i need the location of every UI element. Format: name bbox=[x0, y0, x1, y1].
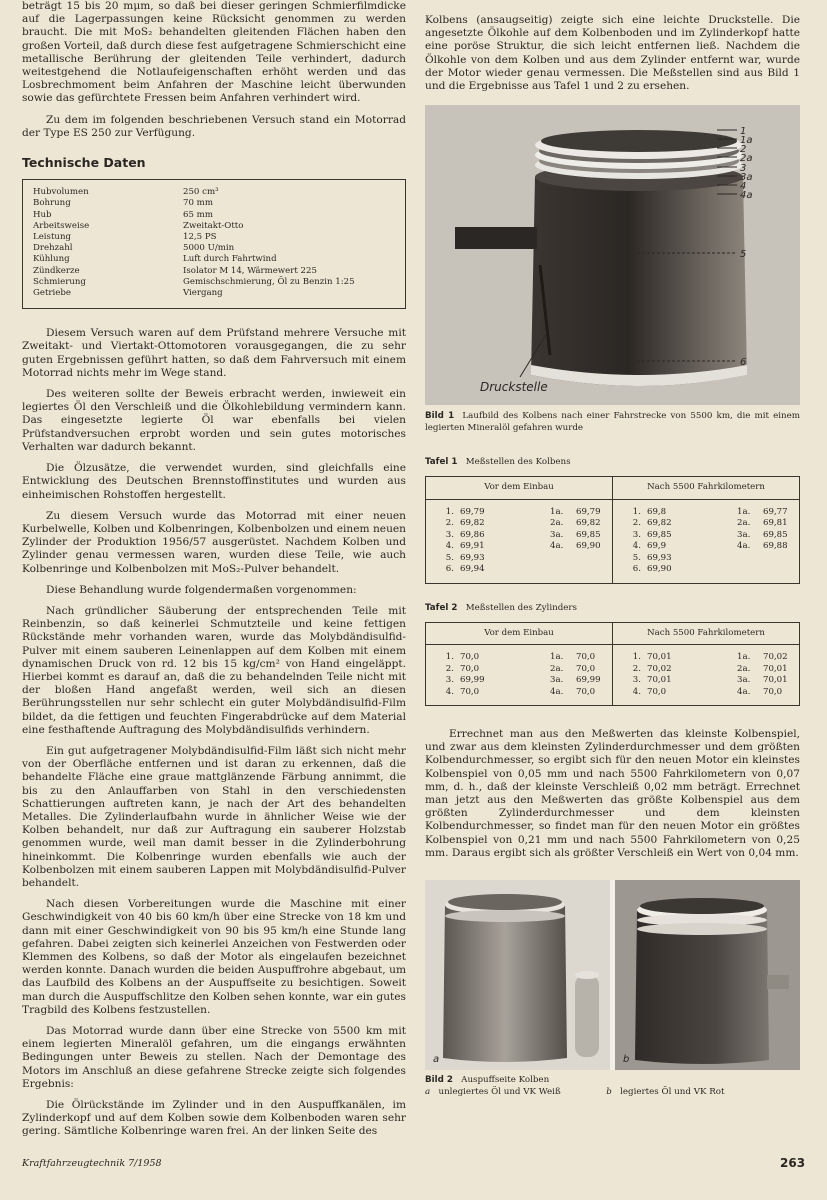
measurement-cell bbox=[550, 553, 604, 565]
paragraph: Das Motorrad wurde dann über eine Strecke von 5500 km mit einem legierten Mineralöl gefahren, um die eingangs erwähnten Bedingungen unter Beweis zu stellen. Nach der Demontage des Motors im Anschluß an diese gefahrene Strecke zeigte sich folgendes Ergebnis: bbox=[22, 1025, 406, 1090]
spec-value: 5000 U/min bbox=[183, 243, 235, 254]
measure-label: 4 bbox=[740, 181, 747, 193]
measurement-cell bbox=[737, 664, 791, 676]
measurement-value: 69,88 bbox=[763, 541, 788, 552]
paragraph: Die Ölrückstände im Zylinder und in den Auspuffkanälen, im Zylinderkopf und auf dem Kolben sowie dem Kolbenboden waren sehr gering. Sämtliche Kolbenringe waren frei. An der linken Seite des bbox=[22, 1099, 406, 1138]
measurement-value: 70,02 bbox=[647, 663, 672, 674]
caption-label: Bild 2 bbox=[425, 1075, 453, 1086]
measurement-point: 1. bbox=[632, 506, 641, 517]
measure-label: 3a bbox=[740, 172, 753, 184]
figure-2-caption bbox=[425, 1075, 800, 1098]
spec-key: Kühlung bbox=[33, 254, 70, 265]
journal-title: Kraftfahrzeugtechnik 7/1958 bbox=[22, 1158, 162, 1169]
measurement-cell bbox=[737, 507, 791, 519]
measurement-value: 70,01 bbox=[763, 663, 788, 674]
spacer bbox=[498, 541, 550, 553]
measurement-cell bbox=[550, 541, 604, 553]
measurement-cell bbox=[737, 652, 791, 664]
body-paragraphs bbox=[22, 327, 406, 1138]
measurement-value: 70,0 bbox=[460, 652, 480, 663]
paragraph: Diese Behandlung wurde folgendermaßen vorgenommen: bbox=[46, 583, 357, 596]
measurement-point: 1a. bbox=[550, 652, 564, 663]
measurement-point: 4. bbox=[445, 541, 454, 552]
measure-label: 2a bbox=[740, 153, 753, 165]
measurement-point: 5. bbox=[632, 552, 641, 563]
measure-label: 3 bbox=[740, 163, 747, 175]
spec-row bbox=[33, 210, 395, 221]
measurement-value: 69,86 bbox=[460, 529, 485, 540]
measurement-point: 3. bbox=[445, 529, 454, 540]
measurement-point: 2a. bbox=[737, 663, 751, 674]
measurement-cell bbox=[434, 675, 498, 687]
measurement-cell bbox=[550, 652, 604, 664]
measurement-value: 69,8 bbox=[647, 506, 667, 517]
measurement-cell bbox=[621, 541, 685, 553]
measurement-cell bbox=[434, 664, 498, 676]
column-header: Nach 5500 Fahrkilometern bbox=[613, 622, 800, 644]
measurement-value: 70,01 bbox=[763, 675, 788, 686]
piston-illustration bbox=[425, 105, 800, 405]
figure-2-piston-photos bbox=[425, 880, 800, 1070]
measurement-point: 3. bbox=[445, 675, 454, 686]
measurement-point: 2. bbox=[632, 518, 641, 529]
measurement-point: 4a. bbox=[737, 686, 751, 697]
measurement-grid bbox=[613, 507, 799, 576]
measurement-value: 70,0 bbox=[576, 652, 596, 663]
spacer bbox=[685, 553, 737, 565]
measurement-cell bbox=[621, 675, 685, 687]
figure-1-caption bbox=[425, 411, 800, 434]
measurement-cell bbox=[621, 687, 685, 699]
spacer bbox=[685, 530, 737, 542]
spec-key: Getriebe bbox=[33, 288, 71, 299]
measurement-point: 6. bbox=[632, 564, 641, 575]
caption-key: b bbox=[606, 1086, 612, 1097]
measurement-value: 69,99 bbox=[460, 675, 485, 686]
table-label: Tafel 1 bbox=[425, 457, 458, 468]
measurement-cell bbox=[434, 687, 498, 699]
measurement-value: 69,82 bbox=[460, 518, 485, 529]
measurement-value: 69,91 bbox=[460, 541, 485, 552]
caption-key: a bbox=[425, 1086, 431, 1097]
measurement-value: 69,94 bbox=[460, 564, 485, 575]
spacer bbox=[498, 687, 550, 699]
spec-key: Zündkerze bbox=[33, 265, 80, 276]
measurement-cell bbox=[737, 687, 791, 699]
table-label: Tafel 2 bbox=[425, 602, 458, 613]
paragraph: Des weiteren sollte der Beweis erbracht werden, inwieweit ein legiertes Öl den Verschleiß und die Ölkohlebildung vermindern kann. Das eingesetzte legierte Öl war ebenfalls bei vielen Prüfstandversuchen erprobt worden und sein gutes motorisches Verhalten war dadurch bekannt. bbox=[22, 388, 406, 453]
spacer bbox=[498, 518, 550, 530]
column-header: Vor dem Einbau bbox=[426, 477, 613, 499]
measurement-value: 70,0 bbox=[576, 686, 596, 697]
measurement-point: 2. bbox=[445, 663, 454, 674]
measurement-cell bbox=[550, 675, 604, 687]
measurement-cell bbox=[621, 564, 685, 576]
measurement-point: 4. bbox=[445, 686, 454, 697]
measurement-point: 3. bbox=[632, 529, 641, 540]
measurement-value: 69,85 bbox=[576, 529, 601, 540]
measurement-value: 69,77 bbox=[763, 506, 788, 517]
measurement-cell bbox=[737, 541, 791, 553]
spacer bbox=[498, 675, 550, 687]
spec-key: Bohrung bbox=[33, 198, 71, 209]
spec-row bbox=[33, 288, 395, 299]
measurement-point: 4. bbox=[632, 686, 641, 697]
column-header: Vor dem Einbau bbox=[426, 622, 613, 644]
spec-value: 70 mm bbox=[183, 198, 213, 209]
measurement-value: 70,02 bbox=[763, 652, 788, 663]
measurement-value: 69,99 bbox=[576, 675, 601, 686]
spacer bbox=[685, 652, 737, 664]
measurement-value: 69,85 bbox=[647, 529, 672, 540]
measurement-cell bbox=[434, 518, 498, 530]
measure-label: 1a bbox=[740, 135, 753, 147]
spacer bbox=[498, 652, 550, 664]
measurement-value: 69,85 bbox=[763, 529, 788, 540]
spacer bbox=[498, 664, 550, 676]
measurement-value: 70,0 bbox=[460, 663, 480, 674]
spec-key: Arbeitsweise bbox=[33, 220, 90, 231]
measurement-point: 1. bbox=[632, 652, 641, 663]
measurement-point: 4. bbox=[632, 541, 641, 552]
paragraph: Kolbens (ansaugseitig) zeigte sich eine leichte Druckstelle. Die angesetzte Ölkohle auf dem Kolbenboden und im Zylinderkopf hatte eine poröse Struktur, die sich leicht entfernen ließ. Nachdem die Ölkohle von dem Kolben und aus dem Zylinder entfernt war, wurde der Motor wieder genau vermessen. Die Meßstellen sind aus Bild 1 und die Ergebnisse aus Tafel 1 und 2 zu ersehen. bbox=[425, 14, 800, 93]
right-column bbox=[425, 14, 800, 1098]
measurement-point: 1a. bbox=[550, 506, 564, 517]
measure-label: 6 bbox=[740, 357, 747, 369]
measurement-value: 69,93 bbox=[647, 552, 672, 563]
measurement-cell bbox=[621, 518, 685, 530]
measurement-value: 69,9 bbox=[647, 541, 667, 552]
table-title: Meßstellen des Kolbens bbox=[465, 457, 571, 468]
caption-a: unlegiertes Öl und VK Weiß bbox=[438, 1086, 561, 1097]
spec-row bbox=[33, 277, 395, 288]
measurement-value: 70,0 bbox=[460, 686, 480, 697]
caption-title: Auspuffseite Kolben bbox=[461, 1075, 550, 1086]
measurement-point: 3a. bbox=[737, 529, 751, 540]
caption-label: Bild 1 bbox=[425, 411, 455, 422]
measurement-point: 2. bbox=[445, 518, 454, 529]
spec-key: Hub bbox=[33, 209, 52, 220]
spec-row bbox=[33, 232, 395, 243]
measurement-cell bbox=[621, 507, 685, 519]
measurement-cell bbox=[434, 507, 498, 519]
measurement-cell bbox=[737, 564, 791, 576]
measurement-point: 4a. bbox=[737, 541, 751, 552]
spec-value: 250 cm³ bbox=[183, 187, 219, 198]
measurement-cell bbox=[621, 530, 685, 542]
measurement-value: 69,79 bbox=[576, 506, 601, 517]
figure-1-piston-photo bbox=[425, 105, 800, 405]
pistons-illustration bbox=[425, 880, 800, 1070]
table-1-title bbox=[425, 456, 800, 469]
measurement-point: 4a. bbox=[550, 686, 564, 697]
measurement-cell bbox=[621, 553, 685, 565]
paragraph: Nach gründlicher Säuberung der entsprechenden Teile mit Reinbenzin, so daß keinerlei Schmutzteile und keine fettigen Rückstände mehr vorhanden waren, wurde das Molybdändisulfid-Pulver mit einem sauberen Leinenlappen auf dem Kolben mit einem dynamischen Druck von rd. 12 bis 15 kg/cm² von Hand eingeläppt. Hierbei kommt es darauf an, daß die zu behandelnden Teile nicht mit der bloßen Hand angefaßt werden, weil sich an diesen Berührungsstellen nur sehr schlecht ein guter Molybdändisulfid-Film bildet, da die fettigen und feuchten Fingerabdrücke auf dem Material eine festhaftende Auftragung des Molybdändisulfids verhindern. bbox=[22, 604, 406, 736]
druckstelle-label: Druckstelle bbox=[480, 380, 548, 395]
spacer bbox=[685, 518, 737, 530]
paragraph: Zu diesem Versuch wurde das Motorrad mit einer neuen Kurbelwelle, Kolben und Kolbenringen, Kolbenbolzen und einem neuen Zylinder der Produktion 1956/57 ausgerüstet. Nachdem Kolben und Zylinder genau vermessen waren, wurden diese Teile, wie auch Kolbenringe und Kolbenbolzen mit MoS₂-Pulver behandelt. bbox=[22, 509, 406, 575]
measurement-value: 69,82 bbox=[647, 518, 672, 529]
measurement-point: 5. bbox=[445, 552, 454, 563]
measurement-point: 1a. bbox=[737, 506, 751, 517]
spacer bbox=[498, 530, 550, 542]
measurement-cell bbox=[621, 652, 685, 664]
spec-value: Zweitakt-Otto bbox=[183, 220, 244, 231]
spec-row bbox=[33, 187, 395, 198]
measurement-point: 3. bbox=[632, 675, 641, 686]
spacer bbox=[498, 553, 550, 565]
measure-label: 1 bbox=[740, 126, 747, 138]
measurement-cell bbox=[434, 564, 498, 576]
measurement-grid bbox=[426, 652, 612, 698]
spacer bbox=[498, 507, 550, 519]
spec-table bbox=[22, 179, 406, 309]
measurement-value: 70,0 bbox=[763, 686, 783, 697]
spec-key: Schmierung bbox=[33, 276, 86, 287]
spacer bbox=[685, 541, 737, 553]
page-number: 263 bbox=[780, 1156, 806, 1170]
measurement-value: 69,90 bbox=[647, 564, 672, 575]
paragraph: Ein gut aufgetragener Molybdändisulfid-Film läßt sich nicht mehr von der Oberfläche entfernen und ist daran zu erkennen, daß die behandelte Fläche eine graue mattglänzende Färbung annimmt, die bis zu den Anlauffarben von Stahl in den verschiedensten Schattierungen auftreten kann, je nach der Art des behandelten Metalles. Die Zylinderlaufbahn wurde in ähnlicher Weise wie der Kolben behandelt, nur daß zur Auftragung ein sauberer Holzstab genommen wurde, weil man damit besser in die Zylinderbohrung hineinkommt. Die Kolbenringe wurden ebenfalls wie auch der Kolbenbolzen mit einem sauberen Lappen mit Molybdändisulfid-Pulver behandelt. bbox=[22, 744, 406, 889]
column-header: Nach 5500 Fahrkilometern bbox=[613, 477, 800, 499]
spec-row bbox=[33, 221, 395, 232]
spacer bbox=[685, 675, 737, 687]
table-1-piston-measurements bbox=[425, 476, 800, 583]
measurement-value: 69,81 bbox=[763, 518, 788, 529]
spec-key: Drehzahl bbox=[33, 243, 73, 254]
figure-sublabel: b bbox=[623, 1054, 630, 1066]
measurement-point: 1. bbox=[445, 506, 454, 517]
measurement-value: 69,82 bbox=[576, 518, 601, 529]
spec-row bbox=[33, 266, 395, 277]
figure-sublabel: a bbox=[433, 1054, 440, 1066]
measurement-point: 3a. bbox=[550, 529, 564, 540]
measurement-point: 1a. bbox=[737, 652, 751, 663]
measure-label: 2 bbox=[740, 144, 747, 156]
measurement-cell bbox=[550, 507, 604, 519]
table-2-cylinder-measurements bbox=[425, 622, 800, 706]
measurement-cell bbox=[550, 564, 604, 576]
measurement-cell bbox=[737, 530, 791, 542]
spec-value: Luft durch Fahrtwind bbox=[183, 254, 277, 265]
spec-value: Isolator M 14, Wärmewert 225 bbox=[183, 265, 317, 276]
spec-value: Viergang bbox=[183, 288, 223, 299]
measurement-cell bbox=[737, 518, 791, 530]
table-2-title bbox=[425, 602, 800, 615]
spacer bbox=[685, 664, 737, 676]
measurement-point: 2. bbox=[632, 663, 641, 674]
measurement-point: 3a. bbox=[737, 675, 751, 686]
measurement-cell bbox=[434, 541, 498, 553]
table-title: Meßstellen des Zylinders bbox=[465, 602, 578, 613]
spec-row bbox=[33, 254, 395, 265]
measurement-value: 70,0 bbox=[576, 663, 596, 674]
spec-value: Gemischschmierung, Öl zu Benzin 1:25 bbox=[183, 276, 355, 287]
paragraph: Die Ölzusätze, die verwendet wurden, sind gleichfalls eine Entwicklung des Deutschen Brennstoffinstitutes und wurden aus einheimischen Rohstoffen hergestellt. bbox=[22, 462, 406, 501]
spacer bbox=[685, 687, 737, 699]
measurement-point: 1. bbox=[445, 652, 454, 663]
left-column bbox=[22, 0, 406, 1147]
spec-value: 12,5 PS bbox=[183, 232, 217, 243]
spacer bbox=[498, 564, 550, 576]
measurement-grid bbox=[426, 507, 612, 576]
spacer bbox=[685, 507, 737, 519]
paragraph: Errechnet man aus den Meßwerten das kleinste Kolbenspiel, und zwar aus dem kleinsten Zylinderdurchmesser und dem größten Kolbendurchmesser, so ergibt sich für den neuen Motor ein kleinstes Kolbenspiel von 0,05 mm und nach 5500 Fahrkilometern von 0,07 mm, d. h., daß der kleinste Verschleiß 0,02 mm beträgt. Errechnet man jetzt aus den Meßwerten das größte Kolbenspiel aus dem größten Zylinderdurchmesser und dem kleinsten Kolbendurchmesser, so findet man für den neuen Motor ein größtes Kolbenspiel von 0,21 mm und nach 5500 Fahrkilometern von 0,25 mm. Daraus ergibt sich als größter Verschleiß ein Wert von 0,04 mm. bbox=[425, 728, 800, 859]
spec-value: 65 mm bbox=[183, 209, 213, 220]
measurement-cell bbox=[621, 664, 685, 676]
measurement-point: 6. bbox=[445, 564, 454, 575]
measurement-cell bbox=[550, 518, 604, 530]
paragraph: beträgt 15 bis 20 mμm, so daß bei dieser geringen Schmierfilmdicke auf die Lagerpassungen keine Rücksicht genommen zu werden braucht. Die mit MoS₂ behandelten gleitenden Flächen haben den großen Vorteil, daß durch diese fest aufgetragene Schmierschicht eine metallische Berührung der gleitenden Teile verhindert, dadurch weitestgehend die Notlaufeigenschaften erhöht werden und das Losbrechmoment beim Anfahren der Maschine leicht überwunden sowie das gefürchtete Fressen beim Anfahren verhindert wird. bbox=[22, 0, 406, 105]
measurement-cell bbox=[550, 687, 604, 699]
measurement-point: 2a. bbox=[737, 518, 751, 529]
spec-key: Hubvolumen bbox=[33, 187, 89, 198]
measurement-value: 69,93 bbox=[460, 552, 485, 563]
caption-text: Laufbild des Kolbens nach einer Fahrstrecke von 5500 km, die mit einem legierten Mineralöl gefahren wurde bbox=[425, 411, 800, 433]
measure-label: 4a bbox=[740, 190, 753, 202]
measurement-point: 4a. bbox=[550, 541, 564, 552]
measurement-grid bbox=[613, 652, 799, 698]
spec-row bbox=[33, 243, 395, 254]
measurement-point: 2a. bbox=[550, 663, 564, 674]
paragraph: Zu dem im folgenden beschriebenen Versuch stand ein Motorrad der Type ES 250 zur Verfügung. bbox=[22, 113, 406, 139]
measure-label: 5 bbox=[740, 249, 747, 261]
intro-paragraphs bbox=[22, 0, 406, 140]
measurement-cell bbox=[434, 652, 498, 664]
spec-key: Leistung bbox=[33, 232, 71, 243]
paragraph: Diesem Versuch waren auf dem Prüfstand mehrere Versuche mit Zweitakt- und Viertakt-Ottomotoren vorausgegangen, die zu sehr guten Ergebnissen geführt hatten, so daß dem Fahrversuch mit einem Motorrad nichts mehr im Wege stand. bbox=[22, 327, 406, 379]
measurement-value: 70,01 bbox=[647, 652, 672, 663]
measurement-cell bbox=[737, 553, 791, 565]
measurement-cell bbox=[550, 530, 604, 542]
caption-b: legiertes Öl und VK Rot bbox=[620, 1086, 725, 1097]
section-heading-technische-daten: Technische Daten bbox=[22, 155, 146, 171]
measurement-point: 2a. bbox=[550, 518, 564, 529]
measurement-point: 3a. bbox=[550, 675, 564, 686]
measurement-cell bbox=[434, 530, 498, 542]
measurement-value: 69,79 bbox=[460, 506, 485, 517]
measurement-value: 69,90 bbox=[576, 541, 601, 552]
spacer bbox=[685, 564, 737, 576]
measurement-value: 70,01 bbox=[647, 675, 672, 686]
spec-row bbox=[33, 198, 395, 209]
paragraph: Nach diesen Vorbereitungen wurde die Maschine mit einer Geschwindigkeit von 40 bis 60 km/h über eine Strecke von 18 km und dann mit einer Geschwindigkeit von 90 bis 95 km/h eine Stunde lang gefahren. Dabei zeigten sich keinerlei Anzeichen von Festwerden oder Klemmen des Kolbens, so daß der Motor als eingelaufen bezeichnet werden konnte. Danach wurden die beiden Auspuffrohre abgebaut, um das Laufbild des Kolbens an der Auspuffseite zu besichtigen. Soweit man durch die Auspuffschlitze den Kolben sehen konnte, war ein gutes Tragbild des Kolbens festzustellen. bbox=[22, 898, 406, 1016]
measurement-cell bbox=[434, 553, 498, 565]
measurement-value: 70,0 bbox=[647, 686, 667, 697]
measurement-cell bbox=[737, 675, 791, 687]
measurement-cell bbox=[550, 664, 604, 676]
